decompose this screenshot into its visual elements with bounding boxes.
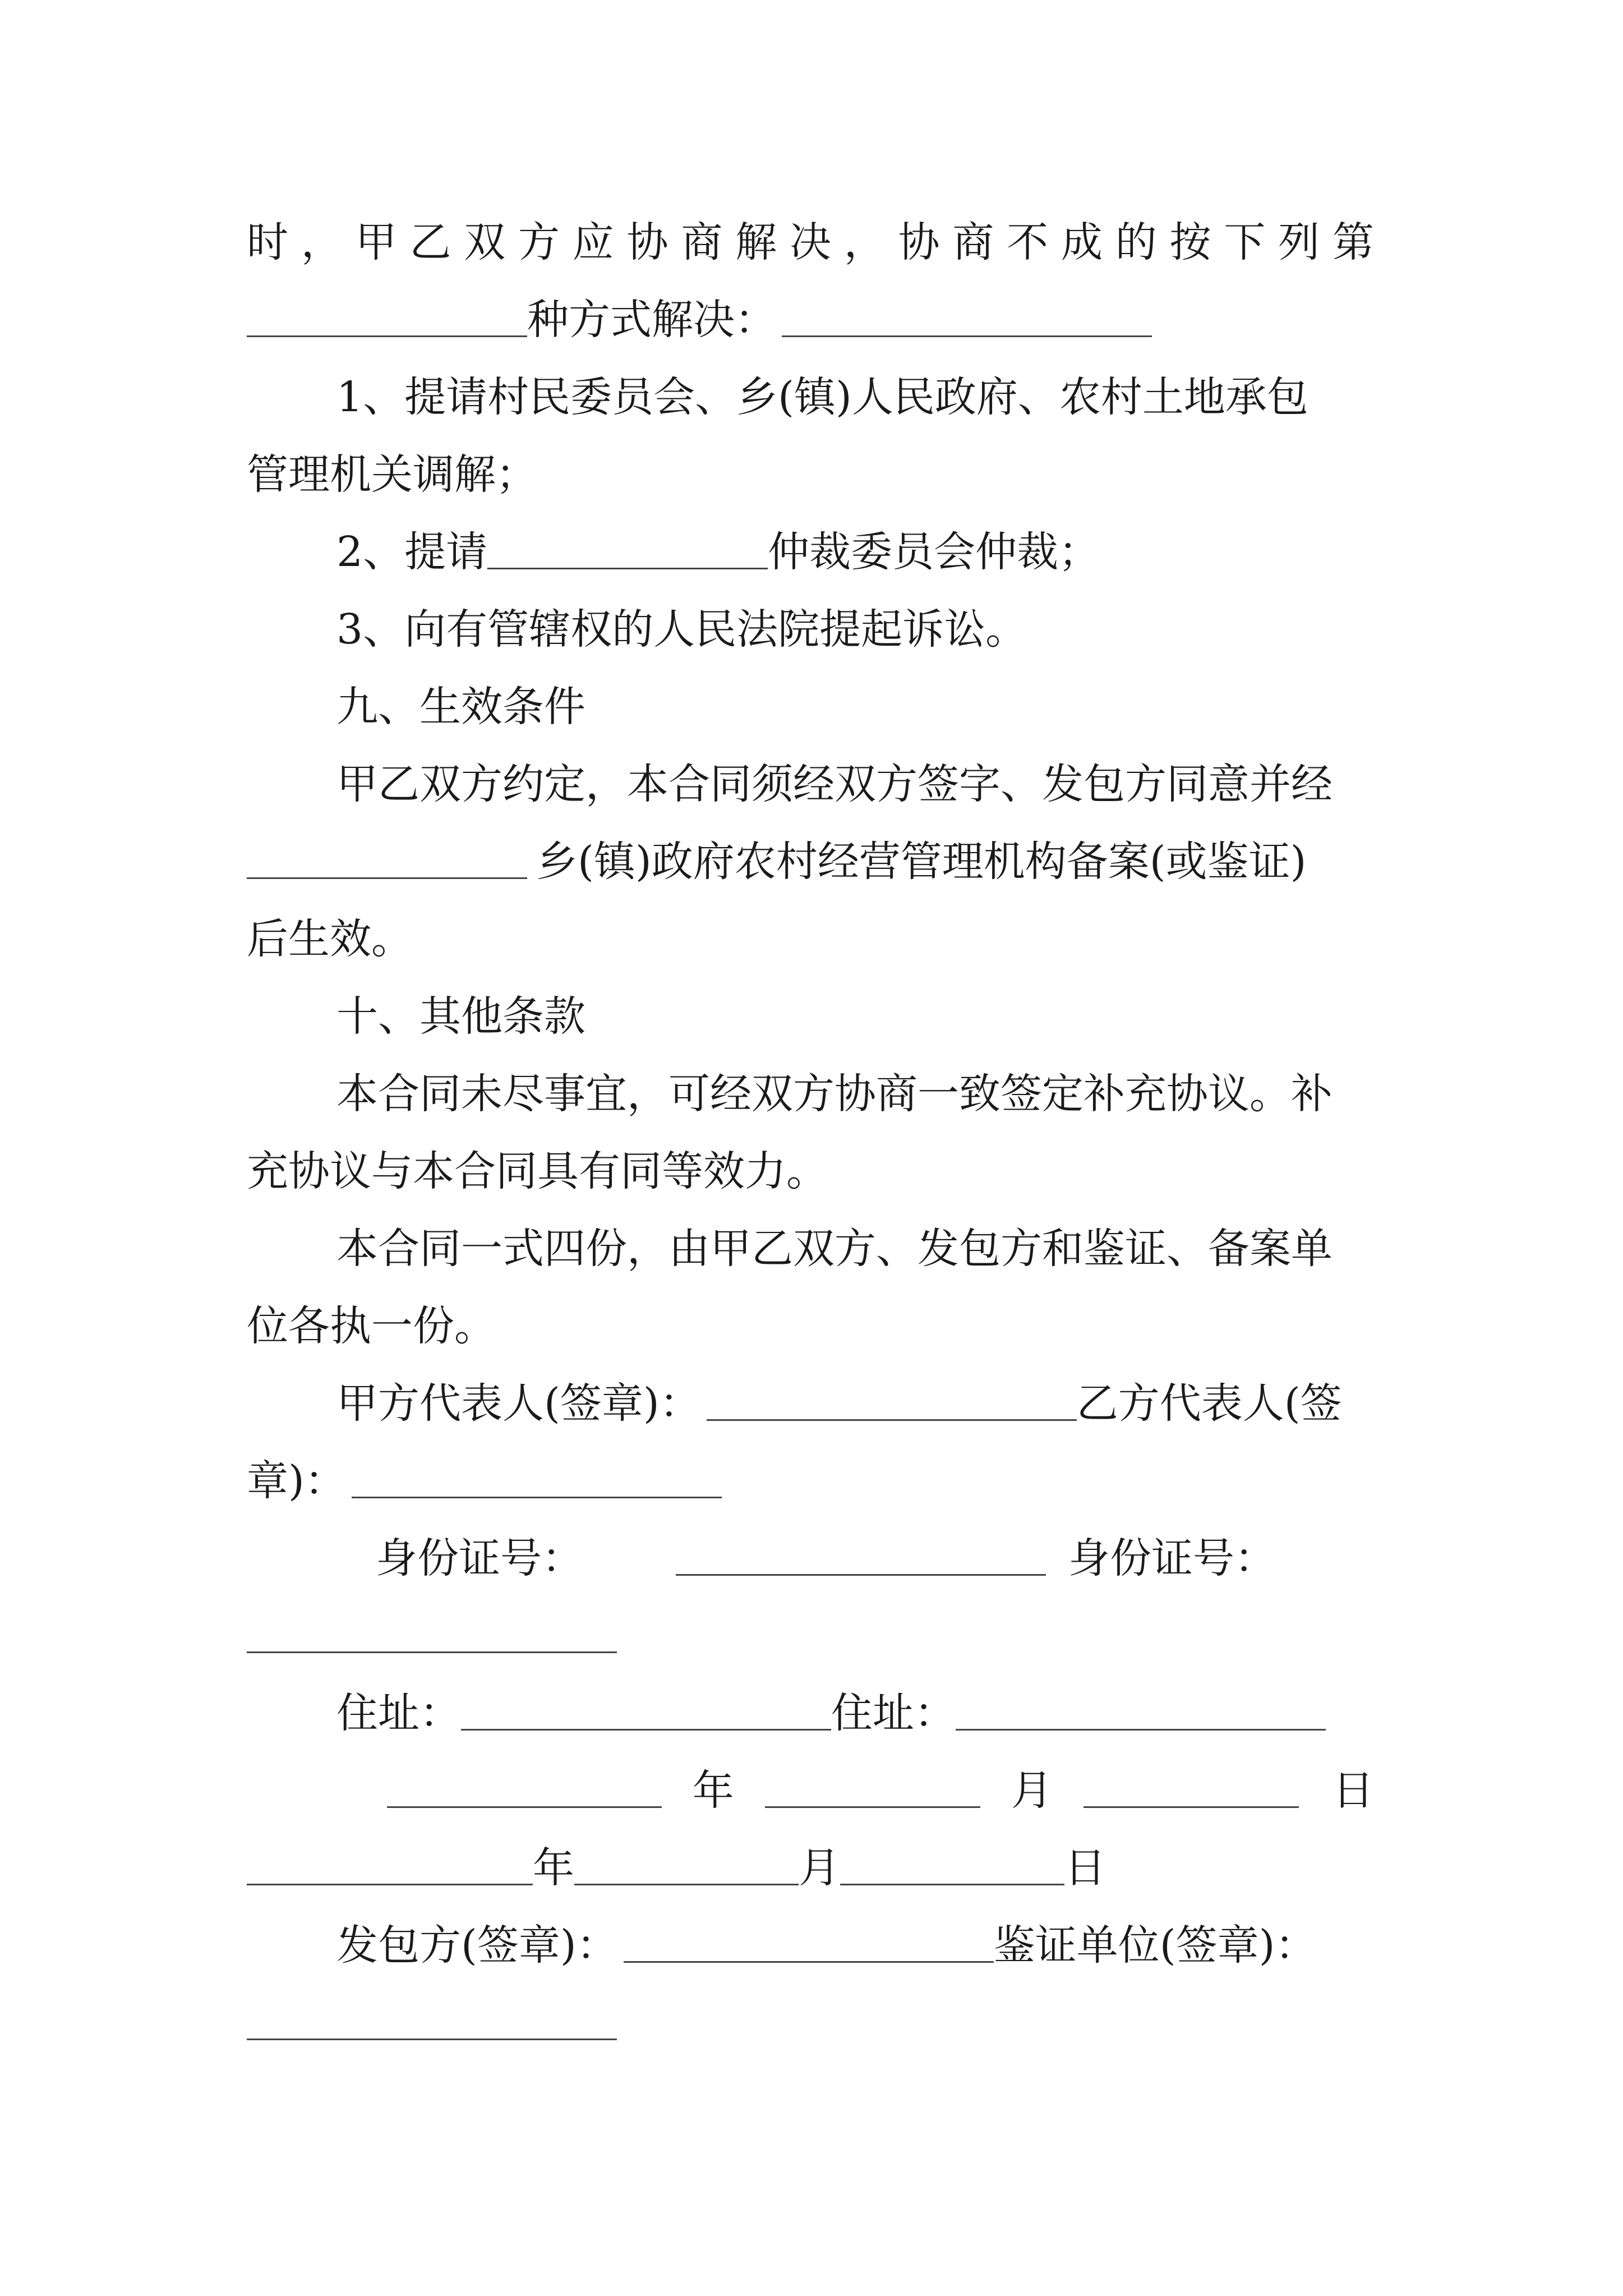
section-10-heading: 十、其他条款 [336,992,585,1041]
dispute-line-1-char: 决 [789,218,831,266]
address-row [336,1674,1374,1752]
dispute-line-1-char: 时 [247,218,288,266]
blank-day-2[interactable] [840,1851,1064,1885]
id-label-b-char: 证 [1151,1534,1193,1582]
blank-month-2[interactable] [574,1851,799,1885]
dispute-line-1-char: 甲 [355,218,397,266]
party-a-rep-label: 甲方代表人(签章)： [336,1379,701,1428]
dispute-line-1-char: 成 [1061,218,1103,266]
dispute-line-1-char: 第 [1332,218,1374,266]
date-row-1 [387,1751,1374,1830]
month-label-1: 月 [1011,1766,1053,1815]
year-label-1: 年 [692,1766,734,1815]
text-method: 种方式解决： [527,296,776,344]
blank-verifier[interactable] [247,2006,617,2040]
option-3: 3、向有管辖权的人民法院提起诉讼。 [336,605,1027,654]
dispute-line-1-char: 列 [1278,218,1320,266]
dispute-line-1-char: 双 [464,218,506,266]
id-label-b-char: 身 [1068,1534,1110,1582]
blank-contractor[interactable] [624,1929,994,1963]
blank-township[interactable] [247,845,527,879]
month-label-2: 月 [799,1844,840,1892]
blank-address-party-a[interactable] [461,1696,831,1731]
section-9-text-1: 甲乙双方约定，本合同须经双方签字、发包方同意并经 [336,760,1332,808]
dispute-line-1-char: 方 [518,218,560,266]
dispute-line-1-char: 商 [952,218,994,266]
blank-arbitration-committee[interactable] [487,535,768,569]
section-10-text-1: 本合同未尽事宜，可经双方协商一致签定补充协议。补 [336,1070,1332,1118]
option-2 [336,513,1374,591]
dispute-line-1-char: 解 [735,218,777,266]
id-label-b-char: ： [1234,1534,1276,1582]
signature-contractor-verifier [336,1906,1374,1985]
signature-verifier-cont [247,1984,1374,2062]
option-2-prefix: 2、提请 [336,528,488,576]
blank-method-choice[interactable] [782,303,1152,337]
clause-dispute-line-2 [247,280,1374,359]
blank-year-2[interactable] [247,1851,533,1885]
section-9-text-2-label: 乡(镇)政府农村经营管理机构备案(或鉴证) [536,838,1307,886]
blank-day-1[interactable] [1083,1774,1299,1808]
dispute-line-1-char: 按 [1169,218,1211,266]
contractor-label: 发包方(签章)： [336,1921,618,1970]
section-9-text-2 [247,822,1374,901]
id-label-a-char: ： [542,1534,583,1582]
id-label-b-char: 份 [1110,1534,1151,1582]
clause-dispute-line-1 [247,203,1374,282]
verifier-label: 鉴证单位(签章)： [993,1921,1317,1970]
dispute-line-1-char: 的 [1115,218,1157,266]
option-2-suffix: 仲裁委员会仲裁； [768,528,1100,576]
id-label-a-char: 份 [417,1534,459,1582]
dispute-line-1-char: 不 [1007,218,1049,266]
blank-month-1[interactable] [765,1774,980,1808]
option-1-line-2: 管理机关调解； [247,450,537,499]
id-label-b [1068,1519,1338,1598]
section-9-heading: 九、生效条件 [336,683,585,731]
date-row-2 [247,1829,1374,1907]
blank-address-party-b[interactable] [956,1696,1326,1731]
dispute-line-1-char: 应 [572,218,614,266]
option-1-line-1: 1、提请村民委员会、乡(镇)人民政府、农村土地承包 [336,373,1308,421]
party-b-rep-label-cont: 章)： [247,1457,346,1505]
blank-party-b-rep[interactable] [352,1464,722,1498]
section-9-text-3: 后生效。 [247,915,413,963]
id-number-row-cont [247,1596,1374,1675]
blank-id-party-a[interactable] [676,1542,1046,1576]
address-label-b: 住址： [831,1689,956,1737]
blank-party-a-rep[interactable] [707,1387,1077,1421]
dispute-line-1-char: ， [301,218,343,266]
party-b-rep-label: 乙方代表人(签 [1076,1379,1342,1428]
id-label-a [376,1519,645,1598]
day-label-1: 日 [1332,1766,1374,1815]
dispute-line-1-char: 下 [1224,218,1266,266]
year-label-2: 年 [533,1844,574,1892]
dispute-line-1-char: ， [843,218,886,266]
id-label-a-char: 身 [376,1534,417,1582]
dispute-line-1-char: 协 [898,218,940,266]
id-label-a-char: 证 [459,1534,500,1582]
signature-party-b-cont [247,1442,1374,1520]
dispute-line-1-char: 商 [681,218,723,266]
section-10-text-3: 本合同一式四份，由甲乙双方、发包方和鉴证、备案单 [336,1225,1332,1273]
section-10-text-4: 位各执一份。 [247,1302,496,1350]
id-label-b-char: 号 [1193,1534,1234,1582]
blank-method-number[interactable] [247,303,527,337]
blank-year-1[interactable] [387,1774,662,1808]
blank-id-party-b[interactable] [247,1619,617,1653]
day-label-2: 日 [1064,1844,1106,1892]
signature-party-a-b [336,1364,1374,1443]
id-number-row [376,1519,1374,1598]
section-10-text-2: 充协议与本合同具有同等效力。 [247,1147,828,1195]
id-label-a-char: 号 [500,1534,542,1582]
dispute-line-1-char: 协 [626,218,668,266]
dispute-line-1-char: 乙 [409,218,451,266]
address-label-a: 住址： [336,1689,461,1737]
